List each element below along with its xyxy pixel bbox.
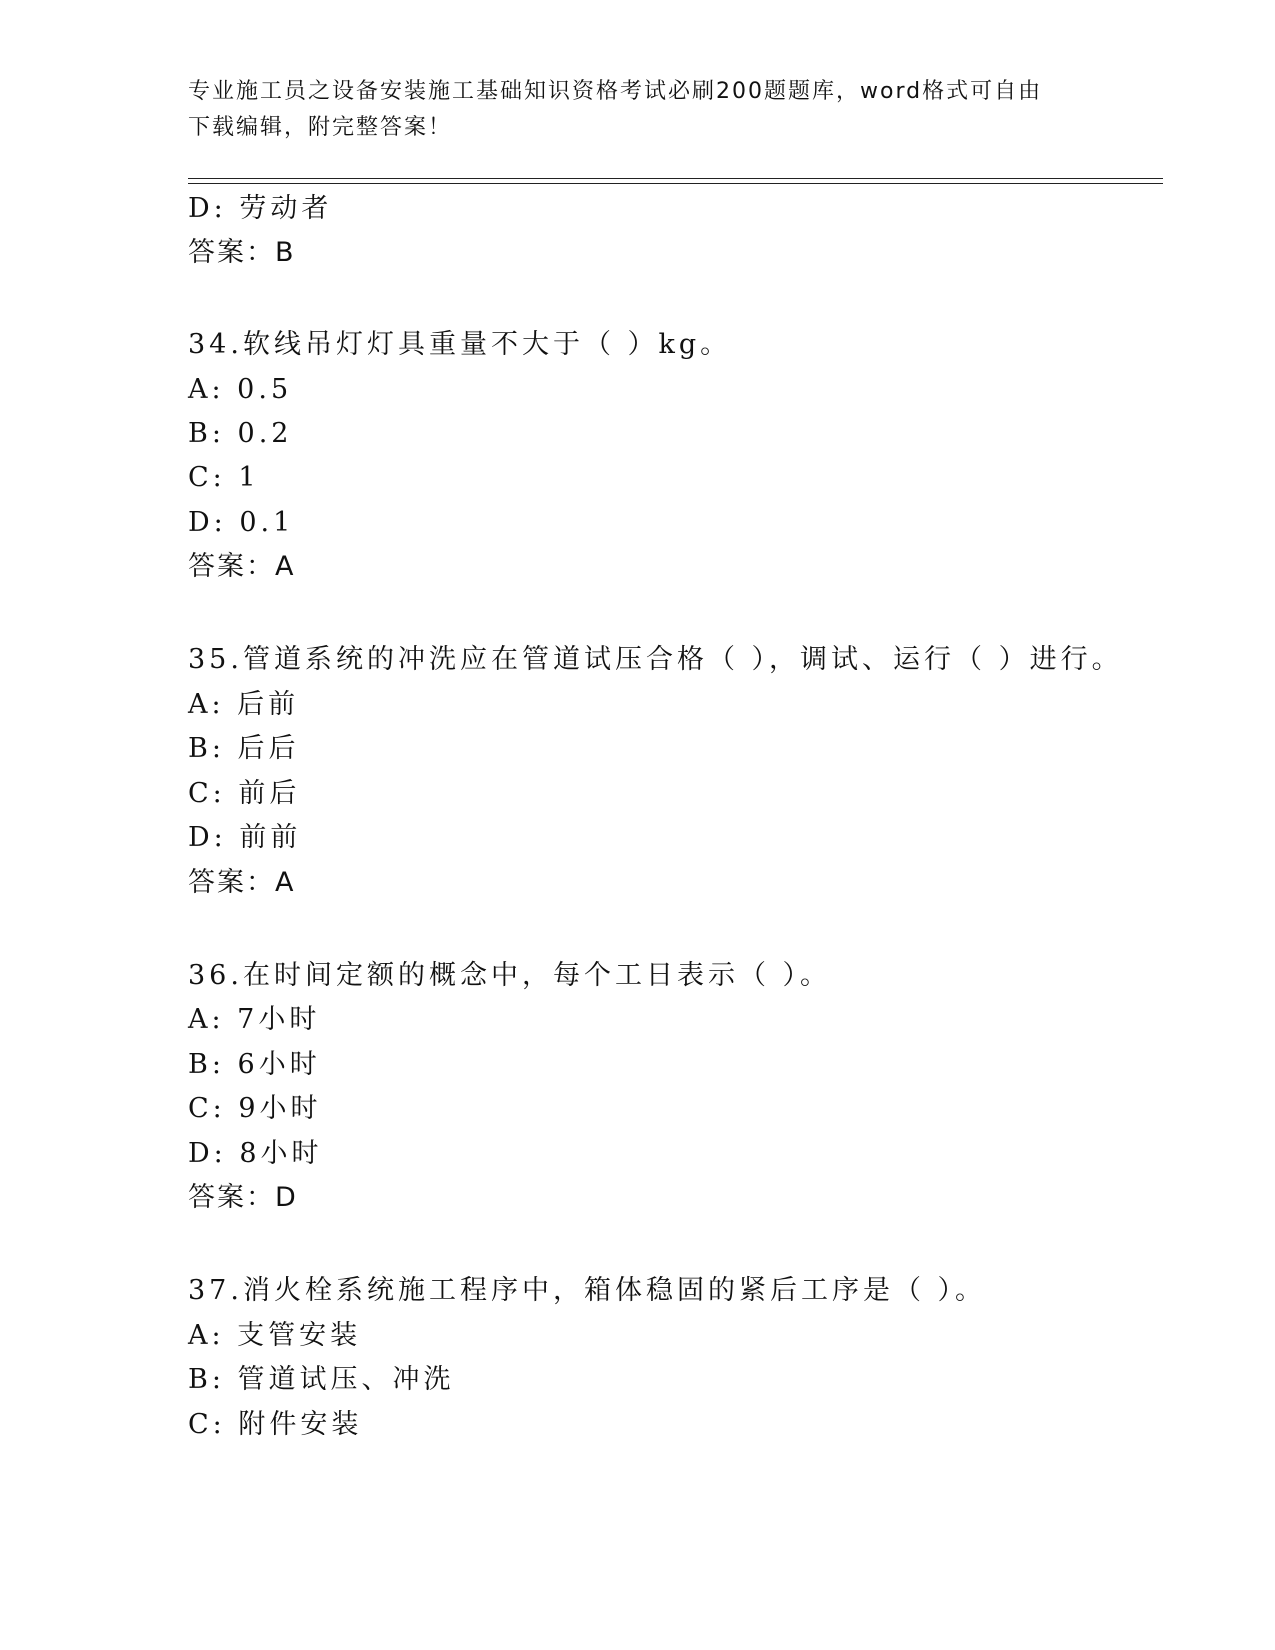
q37-option-a: A: 支管安装 <box>188 1320 362 1351</box>
q34-option-b: B: 0.2 <box>188 418 293 449</box>
header-line-2: 下载编辑，附完整答案！ <box>188 115 453 140</box>
header-divider-bottom <box>188 183 1163 184</box>
header-line-1: 专业施工员之设备安装施工基础知识资格考试必刷200题题库，word格式可自由 <box>188 79 1043 104</box>
prev-option-d: D: 劳动者 <box>188 193 333 224</box>
q37-option-c: C: 附件安装 <box>188 1409 363 1440</box>
q35-option-b: B: 后后 <box>188 733 300 764</box>
q36-option-c: C: 9小时 <box>188 1093 322 1124</box>
q34-stem: 34.软线吊灯灯具重量不大于（ ）kg。 <box>188 329 732 360</box>
q34-option-a: A: 0.5 <box>188 374 293 405</box>
document-header <box>188 74 1068 146</box>
q35-option-c: C: 前后 <box>188 778 301 809</box>
q35-stem: 35.管道系统的冲洗应在管道试压合格（ ），调试、运行（ ）进行。 <box>188 644 1123 675</box>
q35-option-d: D: 前前 <box>188 822 302 853</box>
q35-option-a: A: 后前 <box>188 689 300 720</box>
q34-answer: 答案：A <box>188 551 296 582</box>
q36-stem: 36.在时间定额的概念中，每个工日表示（ ）。 <box>188 960 832 991</box>
q35-answer: 答案：A <box>188 867 296 898</box>
q34-option-d: D: 0.1 <box>188 507 295 538</box>
q37-stem: 37.消火栓系统施工程序中，箱体稳固的紧后工序是（ ）。 <box>188 1275 987 1306</box>
q37-option-b: B: 管道试压、冲洗 <box>188 1364 455 1395</box>
q34-option-c: C: 1 <box>188 462 260 493</box>
q36-option-b: B: 6小时 <box>188 1049 321 1080</box>
q36-option-d: D: 8小时 <box>188 1138 323 1169</box>
prev-answer: 答案：B <box>188 237 296 268</box>
header-divider-top <box>188 178 1163 179</box>
q36-option-a: A: 7小时 <box>188 1004 321 1035</box>
q36-answer: 答案：D <box>188 1182 298 1213</box>
